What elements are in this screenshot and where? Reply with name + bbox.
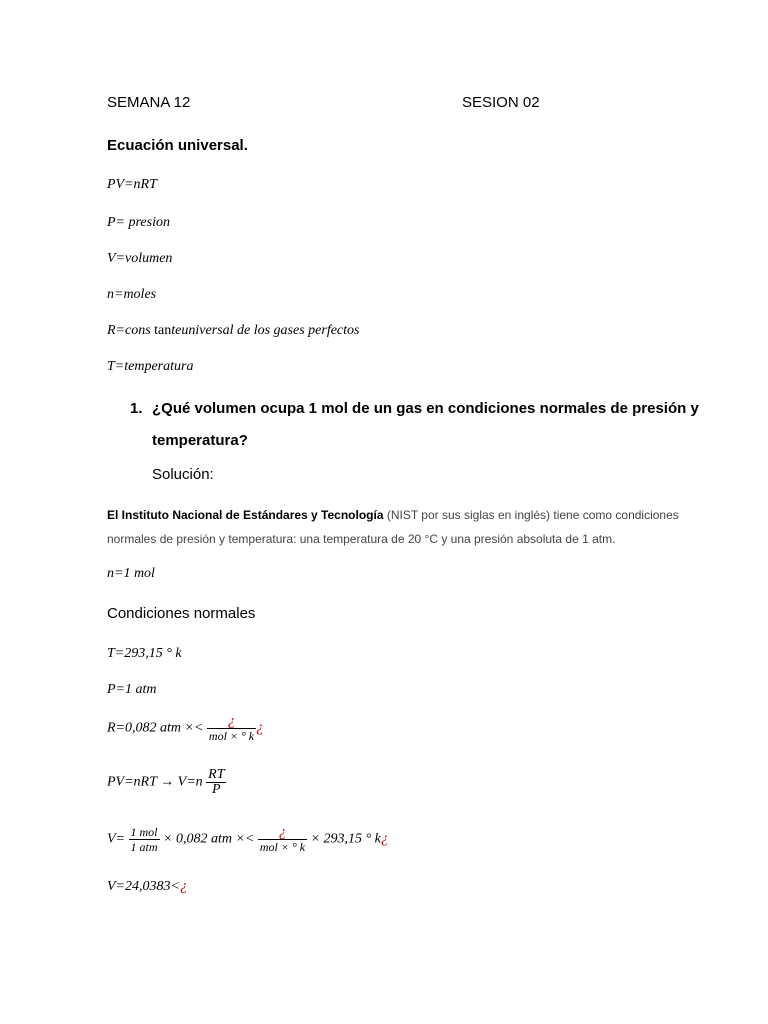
def-gas-constant (107, 323, 359, 339)
def-r-suffix: teuniversal de los gases perfectos (171, 323, 360, 338)
nist-paragraph-line-2: normales de presión y temperatura: una temperatura de 20 °C y una presión absoluta de 1 atm. (107, 532, 616, 546)
result-tail: ¿ (179, 878, 188, 894)
def-volume: V=volumen (107, 251, 173, 266)
pv-numerator: RT (208, 767, 225, 782)
volume-calculation (107, 825, 388, 854)
nist-rest-1: (NIST por sus siglas en inglés) tiene como condiciones (383, 508, 679, 522)
question-number: 1. (130, 400, 143, 417)
v-mid: × 0,082 atm ×< (163, 831, 255, 847)
v-left: V= (107, 831, 125, 847)
cond-pressure: P=1 atm (107, 682, 157, 697)
moles-value: n=1 mol (107, 566, 155, 581)
question-line-1: ¿Qué volumen ocupa 1 mol de un gas en condiciones normales de presión y (152, 400, 699, 417)
r-tail: ¿ (256, 719, 264, 736)
r-fraction (207, 714, 256, 743)
section-title: Ecuación universal. (107, 137, 248, 154)
v-fraction-1 (129, 825, 160, 854)
def-moles: n=moles (107, 287, 157, 302)
volume-formula (107, 768, 226, 797)
nist-paragraph-line-1 (107, 503, 679, 527)
v-right: × 293,15 ° k (310, 831, 381, 847)
def-temperature: T=temperatura (107, 359, 194, 374)
question-line-2: temperatura? (152, 432, 248, 449)
pv-denominator: P (212, 782, 221, 797)
week-label: SEMANA 12 (107, 94, 191, 111)
volume-result (107, 878, 187, 895)
result-value: V=24,0383< (107, 879, 180, 894)
conditions-subtitle: Condiciones normales (107, 605, 256, 622)
r-denominator: mol × ° k (208, 729, 255, 743)
v-fraction-2 (258, 825, 307, 854)
def-pressure: P= presion (107, 215, 170, 230)
nist-name: El Instituto Nacional de Estándares y Tecnología (107, 508, 384, 522)
v-denominator-2: mol × ° k (259, 840, 306, 854)
def-r-mid: tan (154, 323, 172, 338)
formula-pv-nrt: PV=nRT (107, 177, 157, 192)
v-denominator-1: 1 atm (130, 840, 158, 854)
cond-temperature: T=293,15 ° k (107, 646, 182, 661)
cond-gas-constant (107, 714, 264, 743)
def-r-prefix: R=cons (107, 323, 151, 338)
v-numerator-1: 1 mol (130, 825, 158, 839)
v-tail: ¿ (380, 830, 389, 847)
solution-label: Solución: (152, 466, 214, 483)
pv-fraction (206, 768, 226, 797)
session-label: SESION 02 (462, 94, 540, 111)
pv-left: PV=nRT → V=n (107, 774, 203, 790)
r-numerator: ¿ (207, 714, 256, 729)
r-left: R=0,082 atm ×< (107, 720, 204, 736)
v-numerator-2: ¿ (258, 825, 307, 840)
